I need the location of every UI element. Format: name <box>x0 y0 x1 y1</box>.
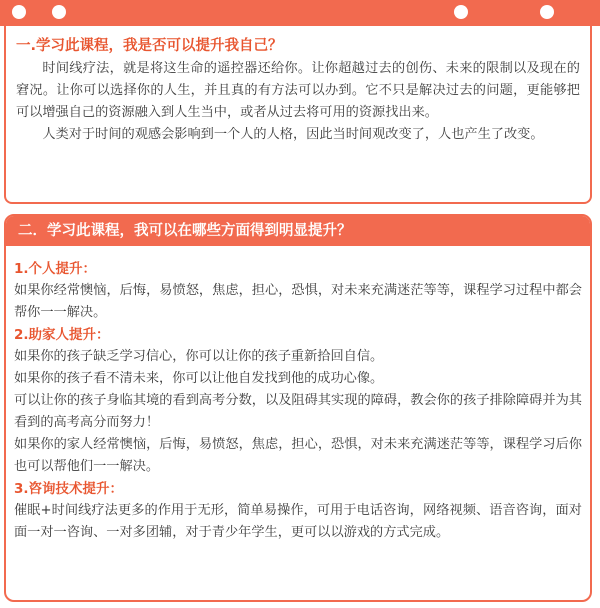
section-2-body <box>6 246 590 544</box>
section-1-paragraph: 人类对于时间的观感会影响到一个人的人格，因此当时间观改变了，人也产生了改变。 <box>42 127 544 142</box>
subsection-3-title: 3.咨询技术提升： <box>14 481 124 497</box>
subsection-2-title: 2.助家人提升： <box>14 327 110 343</box>
top-decorative-stripe <box>0 0 600 26</box>
section-1-paragraph: 时间线疗法，就是将这生命的遥控器还给你。让你超越过去的创伤、未来的限制以及现在的窘况。让你可以选择你的人生，并且真的有方法可以办到。它不只是解决过去的问题，更能够把可以增强自己的资源融入到人生当中，或者从过去将可用的资源找出来。 <box>16 61 580 120</box>
subsection-2-line: 如果你的家人经常懊恼，后悔，易愤怒，焦虑，担心，恐惧，对未来充满迷茫等等，课程学习后你也可以帮他们一一解决。 <box>14 437 582 474</box>
binder-hole-icon <box>12 5 26 19</box>
section-2-heading: 二．学习此课程，我可以在哪些方面得到明显提升？ <box>6 216 590 246</box>
section-2-card <box>4 214 592 602</box>
subsection-2-line: 如果你的孩子缺乏学习信心，你可以让你的孩子重新拾回自信。 <box>14 349 384 364</box>
subsection-2-line: 如果你的孩子看不清未来，你可以让他自发找到他的成功心像。 <box>14 371 384 386</box>
subsection-1-line: 如果你经常懊恼，后悔，易愤怒，焦虑，担心，恐惧，对未来充满迷茫等等，课程学习过程中都会帮你一一解决。 <box>14 283 582 320</box>
subsection-1-title: 1.个人提升： <box>14 261 97 277</box>
binder-hole-icon <box>454 5 468 19</box>
section-1-heading: 一.学习此课程，我是否可以提升我自己？ <box>16 38 283 54</box>
binder-hole-icon <box>52 5 66 19</box>
section-1-card <box>4 26 592 204</box>
subsection-2-line: 可以让你的孩子身临其境的看到高考分数，以及阻碍其实现的障碍，教会你的孩子排除障碍并为其看到的高考高分而努力！ <box>14 393 582 430</box>
subsection-3-line: 催眠+时间线疗法更多的作用于无形，简单易操作，可用于电话咨询，网络视频、语音咨询，面对面一对一咨询、一对多团辅，对于青少年学生，更可以以游戏的方式完成。 <box>14 503 582 540</box>
binder-hole-icon <box>540 5 554 19</box>
